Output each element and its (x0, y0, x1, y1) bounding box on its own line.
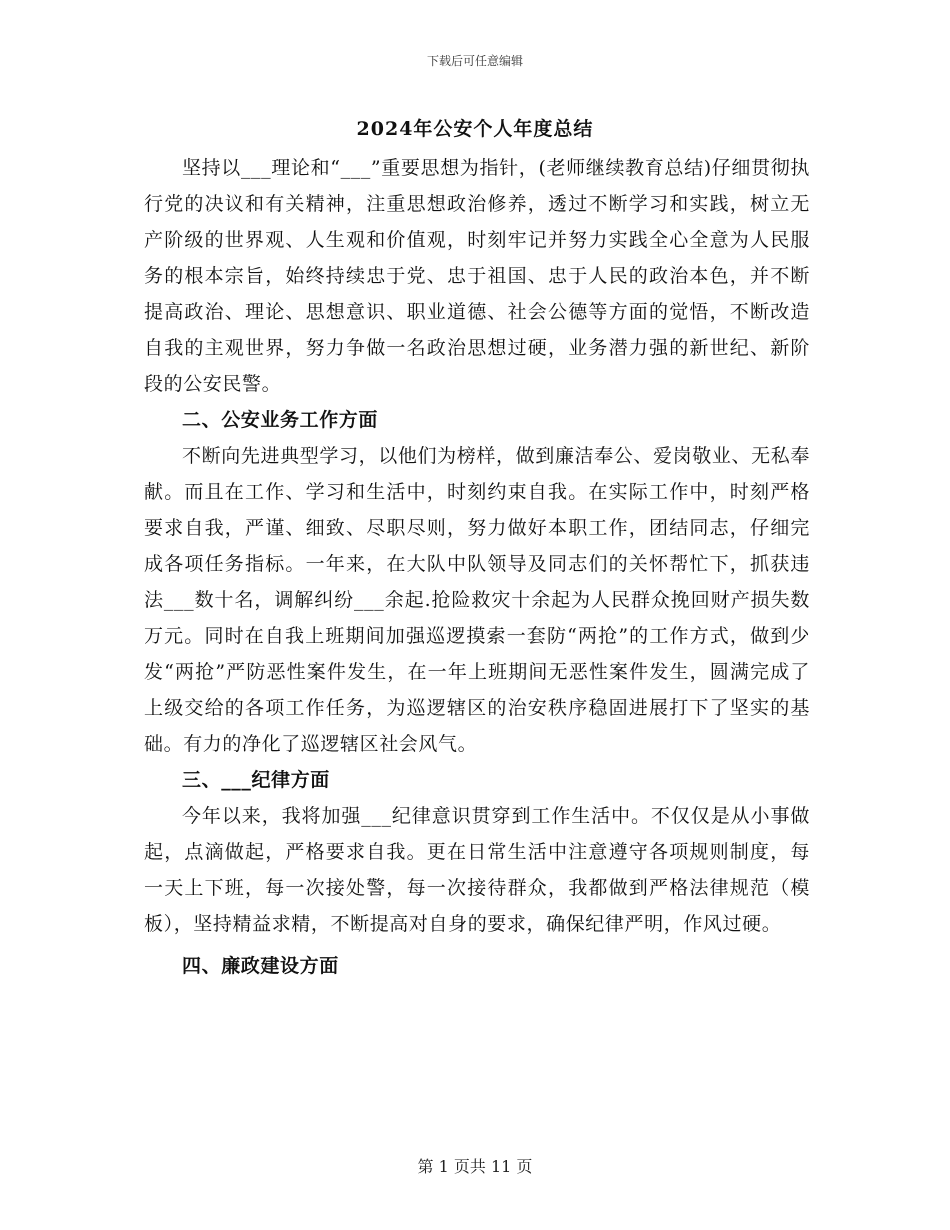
document-title: 2024年公安个人年度总结 (356, 118, 594, 140)
paragraph-intro: 坚持以___理论和“___”重要思想为指针，(老师继续教育总结)仔细贯彻执行党的决议和有关精神，注重思想政治修养，透过不断学习和实践，树立无产阶级的世界观、人生观和价值观，时刻牢记并努力实践全心全意为人民服务的根本宗旨，始终持续忠于党、忠于祖国、忠于人民的政治本色，并不断提高政治、理论、思想意识、职业道德、社会公德等方面的觉悟，不断改造自我的主观世界，努力争做一名政治思想过硬，业务潜力强的新世纪、新阶段的公安民警。 (144, 157, 810, 395)
section-heading-integrity: 四、廉政建设方面 (182, 955, 339, 977)
paragraph-business: 不断向先进典型学习，以他们为榜样，做到廉洁奉公、爱岗敬业、无私奉献。而且在工作、学习和生活中，时刻约束自我。在实际工作中，时刻严格要求自我，严谨、细致、尽职尽则，努力做好本职工作，团结同志，仔细完成各项任务指标。一年来，在大队中队领导及同志们的关怀帮忙下，抓获违法___数十名，调解纠纷___余起.抢险救灾十余起为人民群众挽回财产损失数万元。同时在自我上班期间加强巡逻摸索一套防“两抢”的工作方式，做到少发“两抢”严防恶性案件发生，在一年上班期间无恶性案件发生，圆满完成了上级交给的各项工作任务，为巡逻辖区的治安秩序稳固进展打下了坚实的基础。有力的净化了巡逻辖区社会风气。 (144, 445, 810, 755)
section-heading-discipline: 三、___纪律方面 (182, 769, 330, 791)
page-footer: 第 1 页共 11 页 (417, 1157, 533, 1176)
paragraph-discipline: 今年以来，我将加强___纪律意识贯穿到工作生活中。不仅仅是从小事做起，点滴做起，严格要求自我。更在日常生活中注意遵守各项规则制度，每一天上下班，每一次接处警，每一次接待群众，我都做到严格法律规范（模板），坚持精益求精，不断提高对自身的要求，确保纪律严明，作风过硬。 (144, 805, 810, 935)
page-header: 下载后可任意编辑 (426, 54, 523, 68)
document-body (144, 150, 810, 984)
section-heading-business: 二、公安业务工作方面 (182, 409, 379, 431)
